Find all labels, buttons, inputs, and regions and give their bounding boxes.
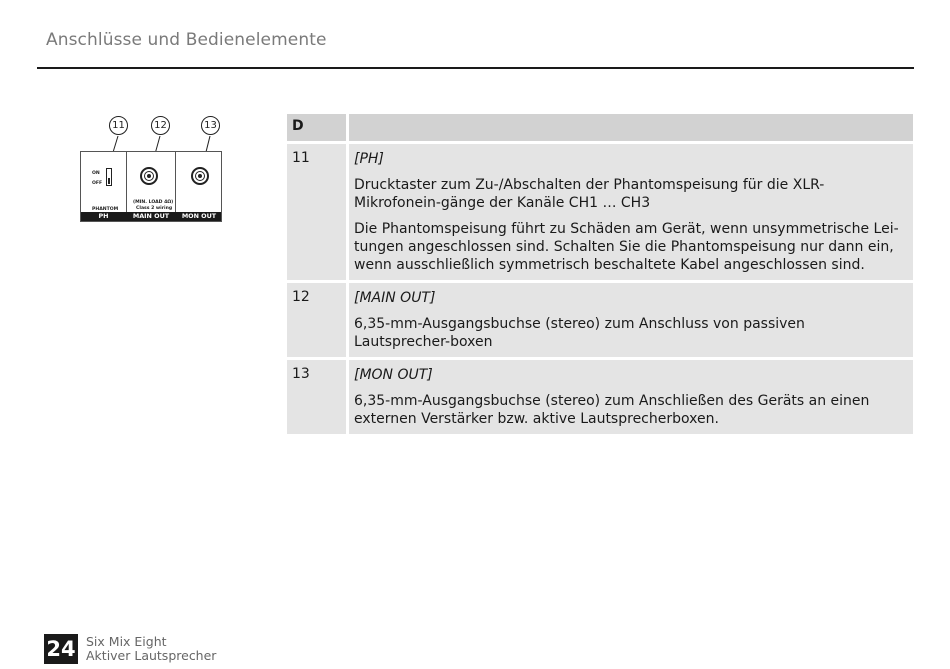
row-paragraph: 6,35-mm-Ausgangsbuchse (stereo) zum Anschluss von passiven Lautsprecher-boxen: [354, 316, 805, 350]
table-row: [287, 283, 913, 357]
connector-table: [287, 114, 913, 437]
min-load-label: (MIN. LOAD 4Ω): [133, 200, 174, 205]
class-wiring-label: Class 2 wiring: [136, 206, 173, 211]
row-number: 12: [287, 283, 346, 357]
row-term: [PH]: [354, 151, 384, 167]
callout-12: 12: [151, 116, 170, 135]
label-mon-out: MON OUT: [181, 212, 217, 220]
rear-panel: [80, 151, 222, 222]
phantom-switch: [106, 168, 112, 186]
switch-on-label: ON: [92, 171, 100, 176]
table-header-col1: D: [287, 114, 346, 141]
row-term: [MON OUT]: [354, 367, 433, 383]
row-paragraph: Drucktaster zum Zu-/Abschalten der Phantomspeisung für die XLR-Mikrofonein-gänge der Kanäle CH1 … CH3: [354, 177, 825, 211]
table-row: [287, 144, 913, 280]
mon-out-jack: [191, 167, 209, 185]
panel-divider: [175, 152, 176, 215]
label-main-out: MAIN OUT: [132, 212, 170, 220]
table-header-col2: [349, 114, 913, 141]
callout-13: 13: [201, 116, 220, 135]
page-header-title: Anschlüsse und Bedienelemente: [46, 30, 327, 50]
label-ph: PH: [98, 212, 109, 220]
row-description: [349, 144, 913, 280]
footer-product-name: Six Mix Eight: [86, 634, 167, 649]
table-header-row: [287, 114, 913, 141]
main-out-jack: [140, 167, 158, 185]
connector-diagram: [78, 114, 226, 228]
panel-divider: [126, 152, 127, 215]
callout-11: 11: [109, 116, 128, 135]
table-row: [287, 360, 913, 434]
row-description: [349, 360, 913, 434]
row-term: [MAIN OUT]: [354, 290, 436, 306]
row-description: [349, 283, 913, 357]
row-paragraph: 6,35-mm-Ausgangsbuchse (stereo) zum Anschließen des Geräts an einen externen Verstärker bzw. aktive Lautsprecherboxen.: [354, 393, 870, 427]
header-divider: [37, 67, 914, 69]
phantom-label: PHANTOM: [92, 207, 119, 212]
row-number: 11: [287, 144, 346, 280]
footer-product-subtitle: Aktiver Lautsprecher: [86, 648, 217, 663]
switch-off-label: OFF: [92, 181, 103, 186]
page-number: 24: [44, 634, 78, 664]
row-paragraph: Die Phantomspeisung führt zu Schäden am Gerät, wenn unsymmetrische Lei-tungen angeschlossen sind. Schalten Sie die Phantomspeisung nur dann ein, wenn ausschließlich symmetrisch beschaltete Kabel angeschlossen sind.: [354, 221, 899, 273]
row-number: 13: [287, 360, 346, 434]
